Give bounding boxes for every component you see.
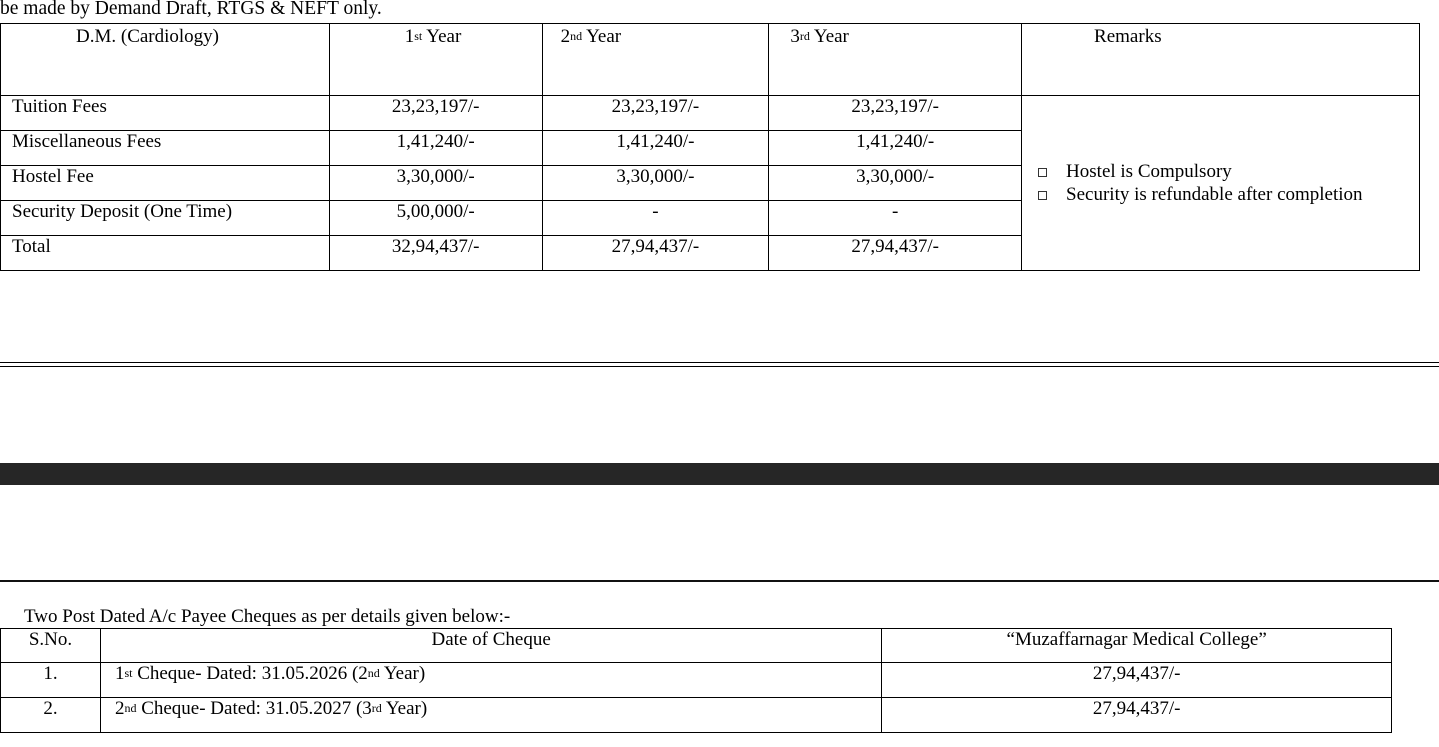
fee-table xyxy=(0,23,1420,271)
course-header-cell xyxy=(1,24,330,96)
remarks-header: Remarks xyxy=(1094,26,1162,47)
cheque-sno: 1. xyxy=(43,663,58,684)
year-2-header: 2nd Year xyxy=(560,26,622,47)
remark-text: Security is refundable after completion xyxy=(1066,184,1363,205)
fee-value: - xyxy=(652,201,659,222)
fee-value: 23,23,197/- xyxy=(851,96,939,117)
fee-value: 5,00,000/- xyxy=(396,201,475,222)
fee-value: 27,94,437/- xyxy=(851,236,939,257)
date-header: Date of Cheque xyxy=(431,629,551,650)
sno-header: S.No. xyxy=(28,629,73,650)
remarks-cell xyxy=(1022,96,1420,271)
divider-line xyxy=(0,366,1439,367)
payee-header: “Muzaffarnagar Medical College” xyxy=(1006,629,1267,650)
cheque-row xyxy=(1,698,1392,733)
divider-line xyxy=(0,362,1439,363)
fee-table-header-row xyxy=(1,24,1420,96)
fee-row-label: Tuition Fees xyxy=(12,96,107,117)
cheque-sno: 2. xyxy=(43,698,58,719)
fee-value: 1,41,240/- xyxy=(396,131,475,152)
remarks-header-cell xyxy=(1022,24,1420,96)
remark-text: Hostel is Compulsory xyxy=(1066,161,1232,182)
remark-item xyxy=(1036,183,1419,206)
cheque-date: 1st Cheque- Dated: 31.05.2026 (2nd Year) xyxy=(114,663,426,684)
fee-value: 32,94,437/- xyxy=(391,236,480,257)
cheque-table-header-row xyxy=(1,629,1392,663)
cheque-date: 2nd Cheque- Dated: 31.05.2027 (3rd Year) xyxy=(114,698,428,719)
fee-value: - xyxy=(892,201,899,222)
year-1-header: 1st Year xyxy=(404,26,462,47)
checkbox-bullet-icon xyxy=(1038,168,1047,177)
year-1-header-cell xyxy=(329,24,542,96)
fee-row-label: Total xyxy=(12,236,51,257)
cheque-intro-text: Two Post Dated A/c Payee Cheques as per details given below:- xyxy=(24,606,511,627)
fee-value: 23,23,197/- xyxy=(611,96,700,117)
intro-text: be made by Demand Draft, RTGS & NEFT only. xyxy=(0,0,382,19)
fee-value: 27,94,437/- xyxy=(611,236,700,257)
fee-row-tuition xyxy=(1,96,1420,131)
cheque-amount: 27,94,437/- xyxy=(1092,698,1181,719)
cheque-amount: 27,94,437/- xyxy=(1092,663,1181,684)
course-name: D.M. (Cardiology) xyxy=(76,26,220,47)
year-3-header: 3rd Year xyxy=(790,26,849,47)
fee-value: 3,30,000/- xyxy=(856,166,935,187)
cheque-table xyxy=(0,628,1392,733)
fee-value: 1,41,240/- xyxy=(856,131,935,152)
cheque-row xyxy=(1,663,1392,698)
fee-value: 3,30,000/- xyxy=(396,166,475,187)
fee-row-label: Miscellaneous Fees xyxy=(12,131,162,152)
fee-row-label: Security Deposit (One Time) xyxy=(12,201,233,222)
dark-separator-band xyxy=(0,463,1439,485)
fee-value: 3,30,000/- xyxy=(616,166,695,187)
year-2-header-cell xyxy=(542,24,769,96)
divider-line xyxy=(0,580,1439,582)
fee-value: 1,41,240/- xyxy=(616,131,695,152)
year-3-header-cell xyxy=(769,24,1022,96)
fee-row-label: Hostel Fee xyxy=(12,166,94,187)
remark-item xyxy=(1036,160,1419,183)
fee-value: 23,23,197/- xyxy=(391,96,480,117)
checkbox-bullet-icon xyxy=(1038,191,1047,200)
